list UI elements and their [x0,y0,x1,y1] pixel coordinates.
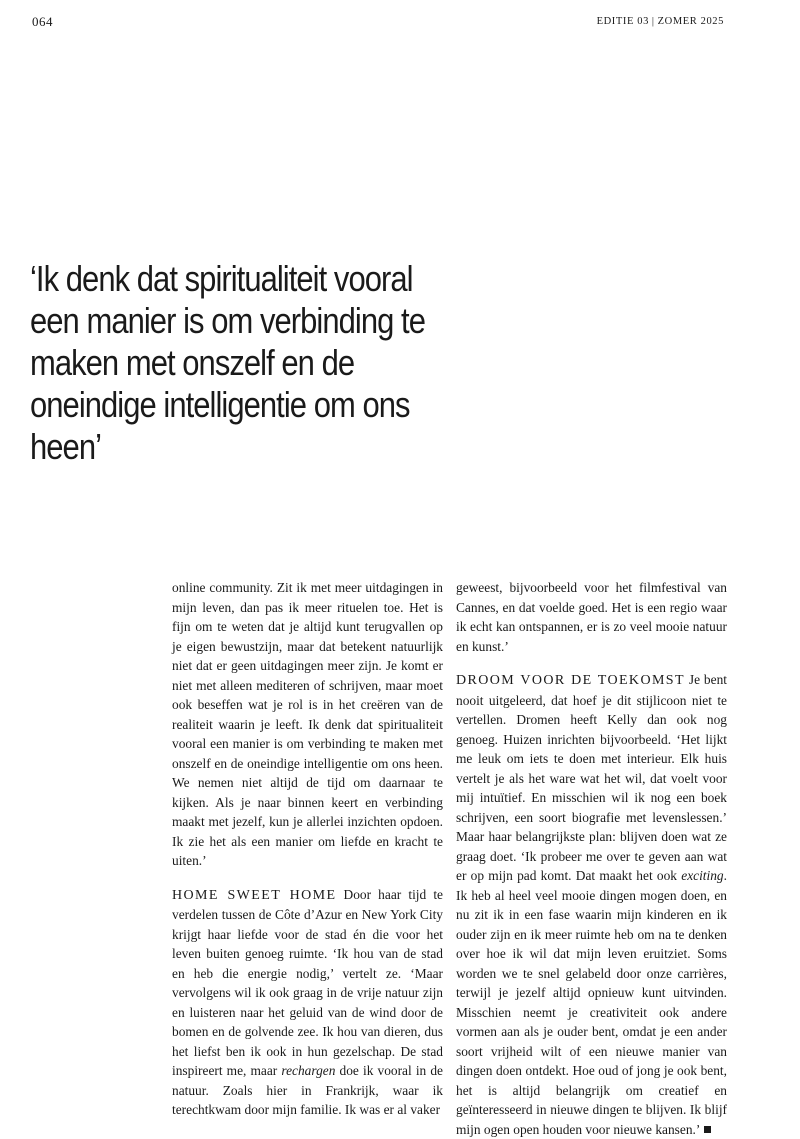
article-text: Door haar tijd te verdelen tussen de Côte d’Azur en New York City krijgt haar liefde voor de stad én die voor het leven buiten genoeg ruimte. ‘Ik hou van de stad en heb die energie nodig,’ vertelt ze. ‘Maar vervolgens wil ik ook graag in de vrije natuur zijn en luisteren naar het geluid van de wind door de bomen en de golvende zee. Ik hou van dieren, dus het liefst ben ik ook in hun gezelschap. De stad inspireert me, maar [172,886,443,1078]
article-text: doe ik vooral in de natuur. Zoals hier in Frankrijk, waar ik terechtkwam door mijn familie. Ik was er al vaker [172,1063,443,1117]
article-paragraph [456,670,727,1139]
article-text: . Ik heb al heel veel mooie dingen mogen doen, en nu zit ik in een fase waarin mijn kinderen en ik ouder zijn en ik meer ruimte heb om na te denken over hoe ik wil dat mijn leven eruitziet. Soms worden we te snel gelabeld door onze carrières, terwijl je jezelf altijd opnieuw kunt uitvinden. Misschien neemt je creativiteit ook andere vormen aan als je ouder bent, omdat je een ander soort vrijheid wilt of een nieuwe manier van dingen doen ontdekt. Hoe oud of jong je ook bent, het is altijd belangrijk om creatief en geïnteresseerd in nieuwe dingen te blijven. Ik blijf mijn ogen open houden voor nieuwe kansen.’ [456,868,727,1137]
issue-separator: | [651,16,655,27]
section-heading-home: HOME SWEET HOME [172,887,337,903]
page-number: 064 [32,14,53,29]
article-emphasis: exciting [681,868,724,883]
article-column-left [172,578,443,1120]
article-paragraph: geweest, bijvoorbeeld voor het filmfestival van Cannes, en dat voelde goed. Het is een regio waar ik echt kan ontspannen, er is zo veel mooie natuur en kunst.’ [456,580,727,654]
end-mark-icon [704,1126,711,1133]
pull-quote: ‘Ik denk dat spiritualiteit vooral een manier is om verbinding te maken met onszelf en de oneindige intelligentie om ons heen’ [30,258,425,467]
article-paragraph [172,885,443,1120]
issue-season: ZOMER 2025 [657,16,724,27]
issue-label [597,16,724,27]
article-paragraph: online community. Zit ik met meer uitdagingen in mijn leven, dan pas ik meer rituelen toe. Het is fijn om te weten dat je altijd kunt terugvallen op je eigen bewustzijn, maar dat betekent natuurlijk niet dat er geen uitdagingen meer zijn. Je komt er niet met alleen mediteren of schrijven, maar moet ook beseffen wat je rol is in het creëren van de realiteit waarin je leeft. Ik denk dat spiritualiteit vooral een manier is om verbinding te maken met onszelf en de oneindige intelligentie om ons heen. We nemen niet altijd de tijd om daarnaar te kijken. Als je naar binnen keert en verbinding maakt met jezelf, kun je allerlei inzichten opdoen. Ik zie het als een manier om liefde en kracht te uiten.’ [172,580,443,868]
article-text: Je bent nooit uitgeleerd, dat hoef je dit stijlicoon niet te vertellen. Dromen heeft Kelly dan ook nog genoeg. Huizen inrichten bijvoorbeeld. ‘Het lijkt me leuk om iets te doen met interieur. Elk huis vertelt je als het ware wat het wil, dat voelt voor mij intuïtief. En misschien wil ik nog een boek schrijven, een soort biografie met levenslessen.’ Maar haar belangrijkste plan: blijven doen wat ze graag doet. ‘Ik probeer me over te geven aan wat er op mijn pad komt. Dat maakt het ook [456,672,727,883]
issue-number: EDITIE 03 [596,16,649,27]
article-emphasis: rechargen [281,1063,336,1078]
section-heading-dream: DROOM VOOR DE TOEKOMST [456,673,685,688]
article-column-right [456,578,727,1139]
